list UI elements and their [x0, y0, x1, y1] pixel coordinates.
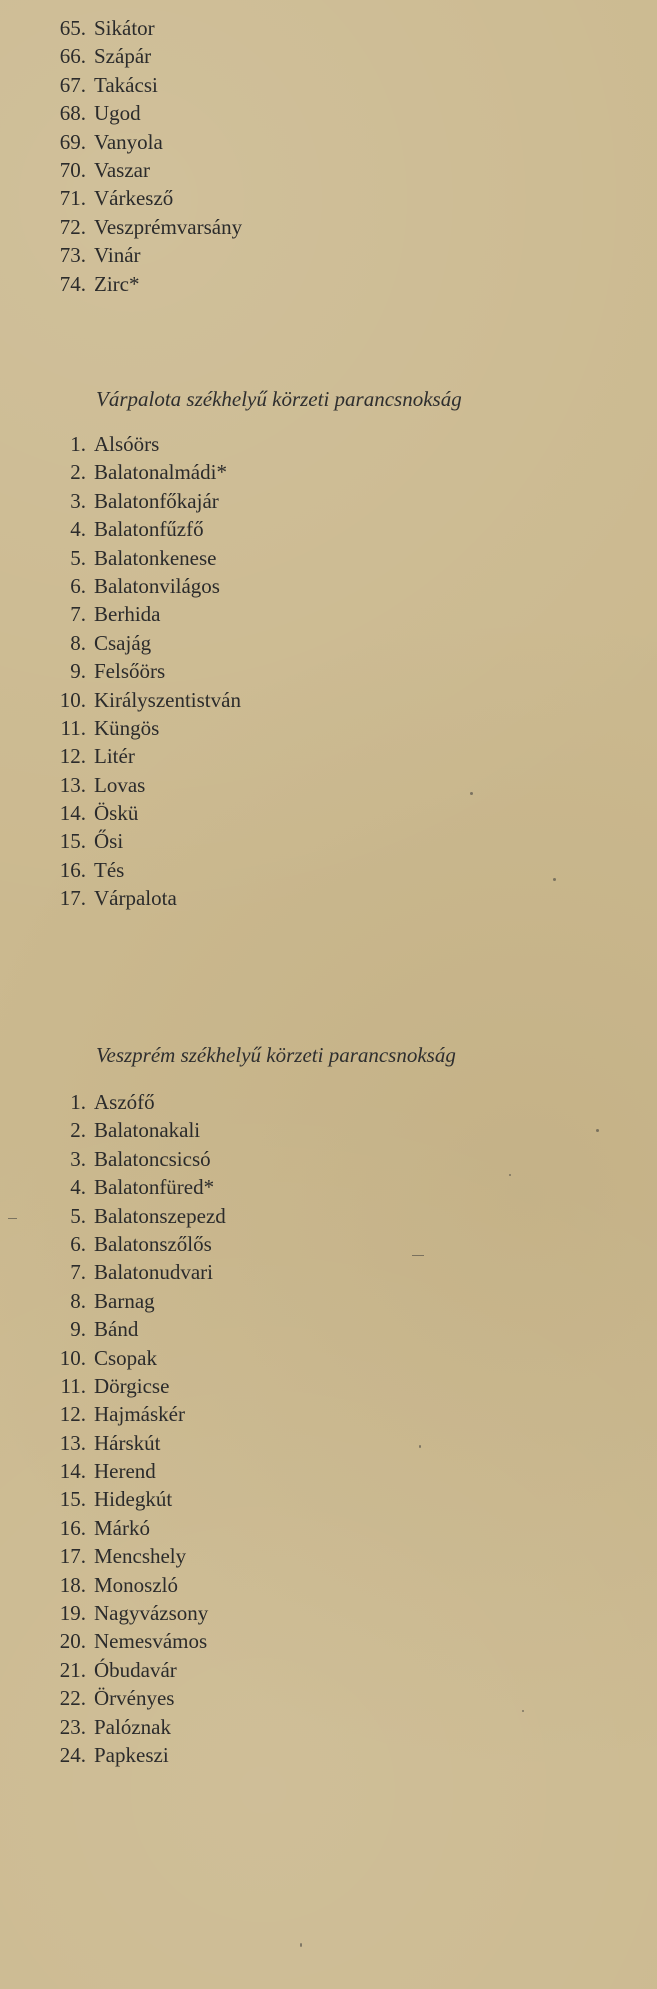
- item-number: 16.: [59, 857, 86, 882]
- municipality-list-varpalota: [0, 430, 657, 913]
- list-item: [0, 1542, 657, 1570]
- item-number: 23.: [59, 1714, 86, 1739]
- item-number: 3.: [70, 1146, 86, 1171]
- municipality-name: Vanyola: [94, 129, 163, 154]
- list-item: [0, 572, 657, 600]
- item-number: 12.: [59, 1402, 86, 1427]
- list-item: [0, 657, 657, 685]
- municipality-name: Veszprémvarsány: [94, 214, 243, 239]
- list-item: [0, 213, 657, 241]
- list-item: [0, 1088, 657, 1116]
- paper-speck: [509, 1174, 511, 1176]
- municipality-name: Berhida: [94, 602, 161, 627]
- municipality-name: Nemesvámos: [94, 1629, 208, 1654]
- item-number: 10.: [59, 687, 86, 712]
- section-heading-veszprem: Veszprém székhelyű körzeti parancsnokság: [96, 1043, 456, 1067]
- list-item: [0, 1116, 657, 1144]
- item-number: 4.: [70, 1175, 86, 1200]
- municipality-name: Vaszar: [94, 157, 150, 182]
- item-number: 7.: [70, 602, 86, 627]
- municipality-name: Várkesző: [94, 186, 174, 211]
- municipality-name: Márkó: [94, 1515, 150, 1540]
- paper-speck: [522, 1710, 524, 1712]
- municipality-name: Óbudavár: [94, 1657, 177, 1682]
- item-number: 14.: [59, 1459, 86, 1484]
- municipality-name: Hajmáskér: [94, 1402, 185, 1427]
- municipality-name: Örvényes: [94, 1686, 175, 1711]
- item-number: 11.: [60, 1373, 86, 1398]
- list-item: [0, 1514, 657, 1542]
- municipality-name: Balatonszepezd: [94, 1203, 226, 1228]
- item-number: 17.: [59, 1544, 86, 1569]
- list-item: [0, 1684, 657, 1712]
- list-item: [0, 1258, 657, 1286]
- list-item: [0, 128, 657, 156]
- municipality-name: Balatonszőlős: [94, 1231, 212, 1256]
- item-number: 14.: [59, 801, 86, 826]
- list-item: [0, 1429, 657, 1457]
- list-item: [0, 742, 657, 770]
- paper-speck: [412, 1255, 424, 1256]
- list-item: [0, 799, 657, 827]
- municipality-list-veszprem: [0, 1088, 657, 1769]
- municipality-name: Nagyvázsony: [94, 1601, 209, 1626]
- municipality-name: Palóznak: [94, 1714, 171, 1739]
- list-item: [0, 156, 657, 184]
- list-item: [0, 1344, 657, 1372]
- list-item: [0, 1202, 657, 1230]
- item-number: 8.: [70, 630, 86, 655]
- item-number: 74.: [59, 271, 86, 296]
- list-item: [0, 884, 657, 912]
- municipality-name: Bánd: [94, 1317, 139, 1342]
- list-item: [0, 1741, 657, 1769]
- list-item: [0, 1656, 657, 1684]
- item-number: 16.: [59, 1515, 86, 1540]
- list-item: [0, 1485, 657, 1513]
- municipality-name: Balatonvilágos: [94, 573, 220, 598]
- item-number: 1.: [70, 1090, 86, 1114]
- item-number: 70.: [59, 157, 86, 182]
- item-number: 2.: [70, 460, 86, 485]
- list-item: [0, 600, 657, 628]
- municipality-name: Herend: [94, 1459, 156, 1484]
- municipality-name: Barnag: [94, 1288, 155, 1313]
- item-number: 67.: [59, 72, 86, 97]
- item-number: 9.: [70, 1317, 86, 1342]
- municipality-name: Dörgicse: [94, 1373, 170, 1398]
- item-number: 6.: [70, 573, 86, 598]
- list-item: [0, 1599, 657, 1627]
- municipality-name: Balatonalmádi*: [94, 460, 227, 485]
- item-number: 2.: [70, 1118, 86, 1143]
- municipality-name: Balatoncsicsó: [94, 1146, 211, 1171]
- list-item: [0, 686, 657, 714]
- municipality-name: Hárskút: [94, 1430, 161, 1455]
- municipality-name: Balatonfőkajár: [94, 488, 219, 513]
- list-item: [0, 1571, 657, 1599]
- list-item: [0, 1713, 657, 1741]
- municipality-name: Szápár: [94, 44, 152, 69]
- item-number: 1.: [70, 432, 86, 456]
- list-item: [0, 1372, 657, 1400]
- municipality-name: Balatonakali: [94, 1118, 201, 1143]
- item-number: 24.: [59, 1742, 86, 1767]
- municipality-name: Aszófő: [94, 1090, 155, 1114]
- municipality-name: Felsőörs: [94, 659, 166, 684]
- municipality-name: Lovas: [94, 772, 146, 797]
- municipality-name: Sikátor: [94, 16, 155, 40]
- item-number: 18.: [59, 1572, 86, 1597]
- municipality-name: Balatonkenese: [94, 545, 217, 570]
- item-number: 10.: [59, 1345, 86, 1370]
- municipality-name: Tés: [94, 857, 125, 882]
- item-number: 6.: [70, 1231, 86, 1256]
- item-number: 17.: [59, 886, 86, 911]
- municipality-name: Hidegkút: [94, 1487, 173, 1512]
- municipality-name: Mencshely: [94, 1544, 187, 1569]
- item-number: 13.: [59, 1430, 86, 1455]
- municipality-list-continued: [0, 14, 657, 298]
- list-item: [0, 1457, 657, 1485]
- list-item: [0, 1287, 657, 1315]
- list-item: [0, 515, 657, 543]
- municipality-name: Takácsi: [94, 72, 158, 97]
- list-item: [0, 1400, 657, 1428]
- municipality-name: Királyszentistván: [94, 687, 241, 712]
- item-number: 22.: [59, 1686, 86, 1711]
- item-number: 12.: [59, 744, 86, 769]
- municipality-name: Monoszló: [94, 1572, 178, 1597]
- list-item: [0, 184, 657, 212]
- municipality-name: Balatonudvari: [94, 1260, 213, 1285]
- item-number: 13.: [59, 772, 86, 797]
- item-number: 19.: [59, 1601, 86, 1626]
- list-item: [0, 1315, 657, 1343]
- item-number: 71.: [59, 186, 86, 211]
- municipality-name: Vinár: [94, 243, 141, 268]
- item-number: 68.: [59, 101, 86, 126]
- paper-speck: [553, 878, 556, 881]
- list-item: [0, 827, 657, 855]
- paper-speck: [419, 1445, 421, 1448]
- paper-speck: [470, 792, 473, 795]
- list-item: [0, 771, 657, 799]
- list-item: [0, 487, 657, 515]
- list-item: [0, 856, 657, 884]
- municipality-name: Zirc*: [94, 271, 140, 296]
- item-number: 7.: [70, 1260, 86, 1285]
- list-item: [0, 42, 657, 70]
- paper-speck: [596, 1129, 599, 1132]
- item-number: 5.: [70, 545, 86, 570]
- list-item: [0, 71, 657, 99]
- item-number: 15.: [59, 1487, 86, 1512]
- list-item: [0, 430, 657, 458]
- municipality-name: Ugod: [94, 101, 141, 126]
- list-item: [0, 1230, 657, 1258]
- paper-speck: [8, 1218, 17, 1219]
- municipality-name: Küngös: [94, 715, 160, 740]
- municipality-name: Várpalota: [94, 886, 177, 911]
- item-number: 20.: [59, 1629, 86, 1654]
- list-item: [0, 241, 657, 269]
- item-number: 9.: [70, 659, 86, 684]
- list-item: [0, 1173, 657, 1201]
- item-number: 5.: [70, 1203, 86, 1228]
- item-number: 66.: [59, 44, 86, 69]
- list-item: [0, 99, 657, 127]
- municipality-name: Öskü: [94, 801, 139, 826]
- list-item: [0, 714, 657, 742]
- section-heading-varpalota: Várpalota székhelyű körzeti parancsnokság: [96, 387, 462, 411]
- item-number: 4.: [70, 517, 86, 542]
- municipality-name: Alsóörs: [94, 432, 160, 456]
- municipality-name: Papkeszi: [94, 1742, 169, 1767]
- item-number: 72.: [59, 214, 86, 239]
- municipality-name: Ősi: [94, 829, 124, 854]
- item-number: 65.: [59, 16, 86, 40]
- list-item: [0, 458, 657, 486]
- list-item: [0, 14, 657, 42]
- list-item: [0, 629, 657, 657]
- paper-speck: [300, 1943, 302, 1947]
- list-item: [0, 1145, 657, 1173]
- municipality-name: Litér: [94, 744, 135, 769]
- item-number: 8.: [70, 1288, 86, 1313]
- municipality-name: Csopak: [94, 1345, 157, 1370]
- item-number: 69.: [59, 129, 86, 154]
- item-number: 3.: [70, 488, 86, 513]
- municipality-name: Csajág: [94, 630, 152, 655]
- item-number: 21.: [59, 1657, 86, 1682]
- municipality-name: Balatonfüred*: [94, 1175, 215, 1200]
- item-number: 15.: [59, 829, 86, 854]
- list-item: [0, 270, 657, 298]
- item-number: 11.: [60, 715, 86, 740]
- list-item: [0, 1627, 657, 1655]
- item-number: 73.: [59, 243, 86, 268]
- municipality-name: Balatonfűzfő: [94, 517, 204, 542]
- list-item: [0, 544, 657, 572]
